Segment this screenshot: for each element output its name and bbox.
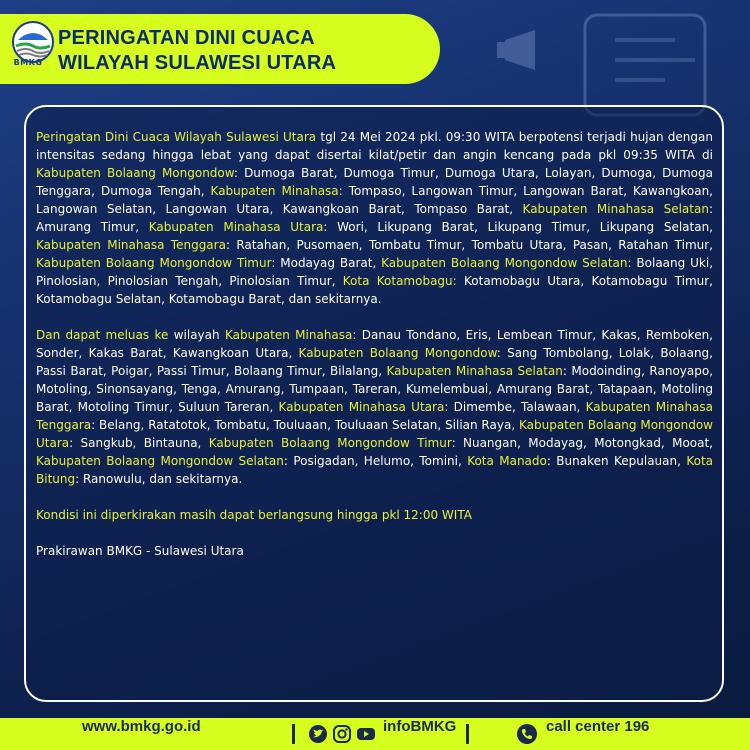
region-highlight: Kabupaten Minahasa Selatan (386, 364, 563, 378)
region-highlight: Kabupaten Minahasa (224, 328, 353, 342)
region-highlight: Kabupaten Bolaang Mongondow (36, 166, 234, 180)
paragraph-text: : Bunaken Kepulauan, (546, 454, 687, 468)
region-highlight: Kota Bitung (36, 454, 713, 486)
paragraph-text: : Kotamobagu Utara, Kotamobagu Timur, Kotamobagu Selatan, Kotamobagu Barat, dan sekitarnya. (36, 274, 713, 306)
paragraph-text: : Modoinding, Ranoyapo, Motoling, Sinonsayang, Tenga, Amurang, Tumpaan, Tareran, Kumelembuai, Amurang Barat, Tatapaan, Motoling Barat, Motoling Timur, Suluun Tareran, (36, 364, 714, 414)
region-highlight: Kabupaten Bolaang Mongondow Timur (36, 256, 272, 270)
paragraph-text: : Wori, Likupang Barat, Likupang Timur, Likupang Selatan, (323, 220, 713, 234)
header-banner (0, 14, 440, 84)
signature-text: Prakirawan BMKG - Sulawesi Utara (36, 544, 244, 558)
page-title (58, 26, 336, 76)
region-highlight: Kabupaten Bolaang Mongondow Utara (36, 418, 713, 450)
instagram-icon[interactable] (332, 724, 352, 744)
bmkg-logo (10, 20, 56, 78)
paragraph-text: : Tompaso, Langowan Timur, Langowan Barat, Kawangkoan, Langowan Selatan, Langowan Utara, Kawangkoan Barat, Tompaso Barat, (36, 184, 713, 216)
region-highlight: Kota Manado (467, 454, 547, 468)
region-highlight: Kabupaten Minahasa (210, 184, 339, 198)
paragraph-text: : Nuangan, Modayag, Motongkad, Mooat, (451, 436, 713, 450)
website-link[interactable]: www.bmkg.go.id (82, 718, 201, 735)
youtube-icon[interactable] (356, 724, 376, 744)
paragraph-text: : Dumoga Barat, Dumoga Timur, Dumoga Utara, Lolayan, Dumoga, Dumoga Tenggara, Dumoga Tengah, (36, 166, 713, 198)
paragraph-text: : Posigadan, Helumo, Tomini, (283, 454, 468, 468)
footer-bar (0, 718, 750, 750)
footer-divider (466, 724, 469, 744)
paragraph-text: : Amurang Timur, (36, 202, 713, 234)
paragraph-text: : Ranowulu, dan sekitarnya. (75, 472, 243, 486)
region-highlight: Kabupaten Minahasa Utara (148, 220, 324, 234)
paragraph-text: : Sang Tombolang, Lolak, Bolaang, Passi Barat, Poigar, Passi Timur, Bolaang Timur, Bilalang, (36, 346, 713, 378)
warning-paragraph-2 (36, 326, 713, 488)
paragraph-text: tgl 24 Mei 2024 pkl. 09:30 WITA berpotensi terjadi hujan dengan intensitas sedang hingga lebat yang dapat disertai kilat/petir dan angin kencang pada pkl 09:35 WITA di (36, 130, 713, 162)
social-handle[interactable]: infoBMKG (383, 718, 457, 735)
title-line-1: PERINGATAN DINI CUACA (58, 27, 315, 49)
region-highlight: Kabupaten Bolaang Mongondow Timur (208, 436, 452, 450)
region-highlight: Kabupaten Minahasa Tenggara (36, 400, 714, 432)
warning-content (36, 128, 713, 578)
region-highlight: Kabupaten Minahasa Tenggara (36, 238, 226, 252)
warning-paragraph-1 (36, 128, 713, 308)
region-highlight: Kabupaten Bolaang Mongondow Selatan (36, 454, 284, 468)
logo-label: BMKG (13, 58, 43, 67)
paragraph-text: : Belang, Ratatotok, Tombatu, Touluaan, Touluaan Selatan, Silian Raya, (91, 418, 519, 432)
footer-divider (292, 724, 295, 744)
condition-text: Kondisi ini diperkirakan masih dapat berlangsung hingga pkl 12:00 WITA (36, 508, 472, 522)
region-highlight: Dan dapat meluas ke (36, 328, 169, 342)
phone-icon (516, 723, 538, 745)
region-highlight: Kabupaten Bolaang Mongondow Selatan (381, 256, 628, 270)
region-highlight: Kabupaten Bolaang Mongondow (298, 346, 497, 360)
paragraph-text: : Dimembe, Talawaan, (444, 400, 586, 414)
region-highlight: Peringatan Dini Cuaca Wilayah Sulawesi Utara (36, 130, 317, 144)
call-center-text[interactable]: call center 196 (546, 718, 650, 735)
paragraph-text: : Bolaang Uki, Pinolosian, Pinolosian Tengah, Pinolosian Timur, (36, 256, 714, 288)
paragraph-text: : Ratahan, Pusomaen, Tombatu Timur, Tombatu Utara, Pasan, Ratahan Timur, (225, 238, 713, 252)
paragraph-text: : Danau Tondano, Eris, Lembean Timur, Kakas, Remboken, Sonder, Kakas Barat, Kawangkoan Utara, (36, 328, 713, 360)
region-highlight: Kota Kotamobagu (342, 274, 453, 288)
megaphone-phone-illustration (495, 10, 715, 120)
region-highlight: Kabupaten Minahasa Selatan (522, 202, 709, 216)
paragraph-text: wilayah (168, 328, 225, 342)
title-line-2: WILAYAH SULAWESI UTARA (58, 52, 337, 74)
paragraph-text: : Modayag Barat, (271, 256, 382, 270)
paragraph-text: : Sangkub, Bintauna, (69, 436, 209, 450)
twitter-icon[interactable] (308, 724, 328, 744)
region-highlight: Kabupaten Minahasa Utara (278, 400, 445, 414)
